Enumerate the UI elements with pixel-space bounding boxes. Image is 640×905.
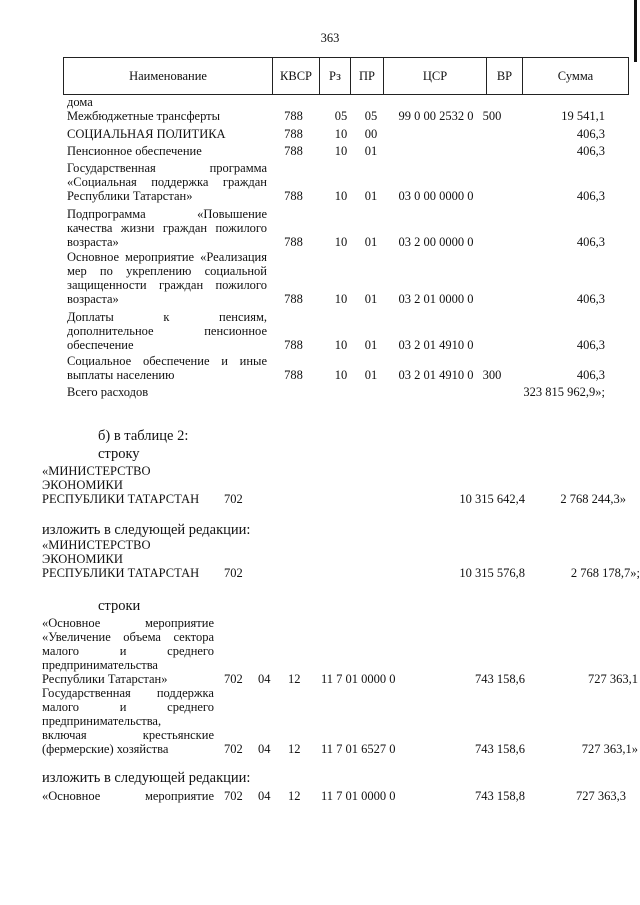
table-cell-rz: 10 (334, 189, 348, 203)
table-cell-kvsr: 788 (284, 109, 303, 123)
table-cell-pr: 01 (364, 235, 378, 249)
table-cell-sum: 406,3 (576, 338, 605, 352)
table-cell-sum: 406,3 (576, 144, 605, 158)
ministry-new-value-1: 10 315 576,8 (459, 566, 525, 580)
table-cell-sum: 406,3 (576, 368, 605, 382)
table-row-name-line: Социальное обеспечение и иные (67, 354, 267, 368)
ministry-old-line-1: «МИНИСТЕРСТВО (42, 464, 151, 478)
block2-row-name-line: Государственная поддержка (42, 686, 214, 700)
table-row-name-line: СОЦИАЛЬНАЯ ПОЛИТИКА (67, 127, 226, 141)
final-row-name (42, 789, 214, 803)
stroku-label: строку (98, 446, 140, 462)
table-row-name-line: Республики Татарстан» (67, 189, 193, 203)
ministry-old-line-2: ЭКОНОМИКИ (42, 478, 123, 492)
section-b-heading: б) в таблице 2: (98, 428, 189, 444)
block2-row-name-line: «Основное мероприятие (42, 616, 214, 630)
block2-row-name-line: (фермерские) хозяйства (42, 742, 169, 756)
table-cell-csr: 03 2 00 0000 0 (398, 235, 474, 249)
block2-row-name-line: малого и среднего (42, 644, 214, 658)
block2-cell-rz: 04 (258, 672, 271, 686)
page-edge-mark (634, 0, 637, 62)
table-row-name-line: качества жизни граждан пожилого (67, 221, 267, 235)
table-row-name-line: Основное мероприятие «Реализация (67, 250, 267, 264)
block2-row-name-line: «Увеличение объема сектора (42, 630, 214, 644)
ministry-old-value-1: 10 315 642,4 (459, 492, 525, 506)
block2-row-name (42, 686, 214, 756)
final-row-name-text: «Основное мероприятие (42, 789, 214, 803)
block2-cell-pr: 12 (288, 672, 301, 686)
table-cell-pr: 00 (364, 127, 378, 141)
table-cell-kvsr: 788 (284, 235, 303, 249)
final-row-pr: 12 (288, 789, 301, 803)
table-cell-kvsr: 788 (284, 368, 303, 382)
final-row-csr: 11 7 01 0000 0 (321, 789, 396, 803)
header-sum: Сумма (523, 58, 629, 95)
table-cell-sum: 406,3 (576, 127, 605, 141)
table-row-name-line: «Социальная поддержка граждан (67, 175, 267, 189)
total-label: Всего расходов (67, 385, 149, 399)
ministry-old-value-2: 2 768 244,3» (560, 492, 626, 506)
table-row-name-line: выплаты населению (67, 368, 175, 382)
block2-row-name (42, 616, 214, 686)
table-cell-sum: 406,3 (576, 235, 605, 249)
continued-text: дома (67, 95, 93, 109)
table-cell-rz: 10 (334, 338, 348, 352)
table-row-name-line: дополнительное пенсионное (67, 324, 267, 338)
header-rz: Рз (320, 58, 351, 95)
ministry-old-line-3: РЕСПУБЛИКИ ТАТАРСТАН (42, 492, 200, 506)
table-row-name-line: обеспечение (67, 338, 134, 352)
final-row-rz: 04 (258, 789, 271, 803)
table-cell-csr: 99 0 00 2532 0 (398, 109, 474, 123)
block2-cell-code: 702 (224, 742, 243, 756)
table-cell-pr: 01 (364, 368, 378, 382)
table-row-name-line: возраста» (67, 292, 119, 306)
table-cell-kvsr: 788 (284, 127, 303, 141)
block2-cell-csr: 11 7 01 6527 0 (321, 742, 396, 756)
table-row-name-line: Доплаты к пенсиям, (67, 310, 267, 324)
table-cell-pr: 01 (364, 338, 378, 352)
ministry-new-code: 702 (224, 566, 243, 580)
table-cell-pr: 05 (364, 109, 378, 123)
header-vr: ВР (487, 58, 523, 95)
final-row-value-2: 727 363,3 (576, 789, 626, 803)
table-cell-csr: 03 2 01 0000 0 (398, 292, 474, 306)
block2-cell-pr: 12 (288, 742, 301, 756)
block2-cell-v2: 727 363,1» (581, 742, 638, 756)
block2-cell-rz: 04 (258, 742, 271, 756)
table-cell-pr: 01 (364, 189, 378, 203)
table-cell-sum: 406,3 (576, 189, 605, 203)
ministry-old-code: 702 (224, 492, 243, 506)
block2-cell-v2: 727 363,1 (588, 672, 638, 686)
table-row-name (67, 310, 267, 352)
table-row-name (67, 250, 267, 306)
table-cell-rz: 05 (334, 109, 348, 123)
izlozhit-heading-2: изложить в следующей редакции: (42, 770, 251, 786)
table-header (63, 57, 629, 95)
table-row-name (67, 207, 267, 249)
table-row-name-line: возраста» (67, 235, 119, 249)
ministry-new-line-3: РЕСПУБЛИКИ ТАТАРСТАН (42, 566, 200, 580)
table-cell-vr: 300 (482, 368, 502, 382)
table-cell-rz: 10 (334, 127, 348, 141)
stroki-label: строки (98, 598, 141, 614)
block2-cell-v1: 743 158,6 (475, 742, 525, 756)
table-cell-sum: 19 541,1 (561, 109, 605, 123)
table-cell-kvsr: 788 (284, 189, 303, 203)
table-cell-kvsr: 788 (284, 144, 303, 158)
table-cell-csr: 03 2 01 4910 0 (398, 368, 474, 382)
table-row-name (67, 354, 267, 382)
block2-row-name-line: предпринимательства (42, 658, 158, 672)
header-csr: ЦСР (384, 58, 487, 95)
table-cell-kvsr: 788 (284, 338, 303, 352)
table-cell-rz: 10 (334, 292, 348, 306)
table-cell-csr: 03 0 00 0000 0 (398, 189, 474, 203)
table-row-name-line: Межбюджетные трансферты (67, 109, 221, 123)
ministry-new-value-2: 2 768 178,7»; (570, 566, 640, 580)
table-cell-pr: 01 (364, 144, 378, 158)
table-row-name (67, 161, 267, 203)
block2-row-name-line: малого и среднего (42, 700, 214, 714)
header-name: Наименование (64, 58, 273, 95)
table-cell-rz: 10 (334, 144, 348, 158)
table-row-name-line: мер по укреплению социальной (67, 264, 267, 278)
block2-cell-csr: 11 7 01 0000 0 (321, 672, 396, 686)
izlozhit-heading-1: изложить в следующей редакции: (42, 522, 251, 538)
ministry-new-line-1: «МИНИСТЕРСТВО (42, 538, 151, 552)
table-cell-kvsr: 788 (284, 292, 303, 306)
final-row-value-1: 743 158,8 (475, 789, 525, 803)
table-cell-vr: 500 (482, 109, 502, 123)
header-pr: ПР (351, 58, 384, 95)
table-row-name-line: Пенсионное обеспечение (67, 144, 202, 158)
table-row-name-line: Государственная программа (67, 161, 267, 175)
table-cell-sum: 406,3 (576, 292, 605, 306)
table-cell-csr: 03 2 01 4910 0 (398, 338, 474, 352)
table-row-name (67, 109, 267, 123)
header-kvsr: КВСР (273, 58, 320, 95)
table-row-name-line: защищенности граждан пожилого (67, 278, 267, 292)
total-value: 323 815 962,9»; (523, 385, 605, 399)
final-row-code: 702 (224, 789, 243, 803)
block2-cell-v1: 743 158,6 (475, 672, 525, 686)
block2-row-name-line: предпринимательства, (42, 714, 162, 728)
table-cell-rz: 10 (334, 368, 348, 382)
block2-cell-code: 702 (224, 672, 243, 686)
table-cell-pr: 01 (364, 292, 378, 306)
page-number: 363 (320, 31, 340, 45)
table-row-name-line: Подпрограмма «Повышение (67, 207, 267, 221)
table-cell-rz: 10 (334, 235, 348, 249)
block2-row-name-line: включая крестьянские (42, 728, 214, 742)
table-row-name (67, 144, 267, 158)
table-row-name (67, 127, 267, 141)
ministry-new-line-2: ЭКОНОМИКИ (42, 552, 123, 566)
block2-row-name-line: Республики Татарстан» (42, 672, 168, 686)
